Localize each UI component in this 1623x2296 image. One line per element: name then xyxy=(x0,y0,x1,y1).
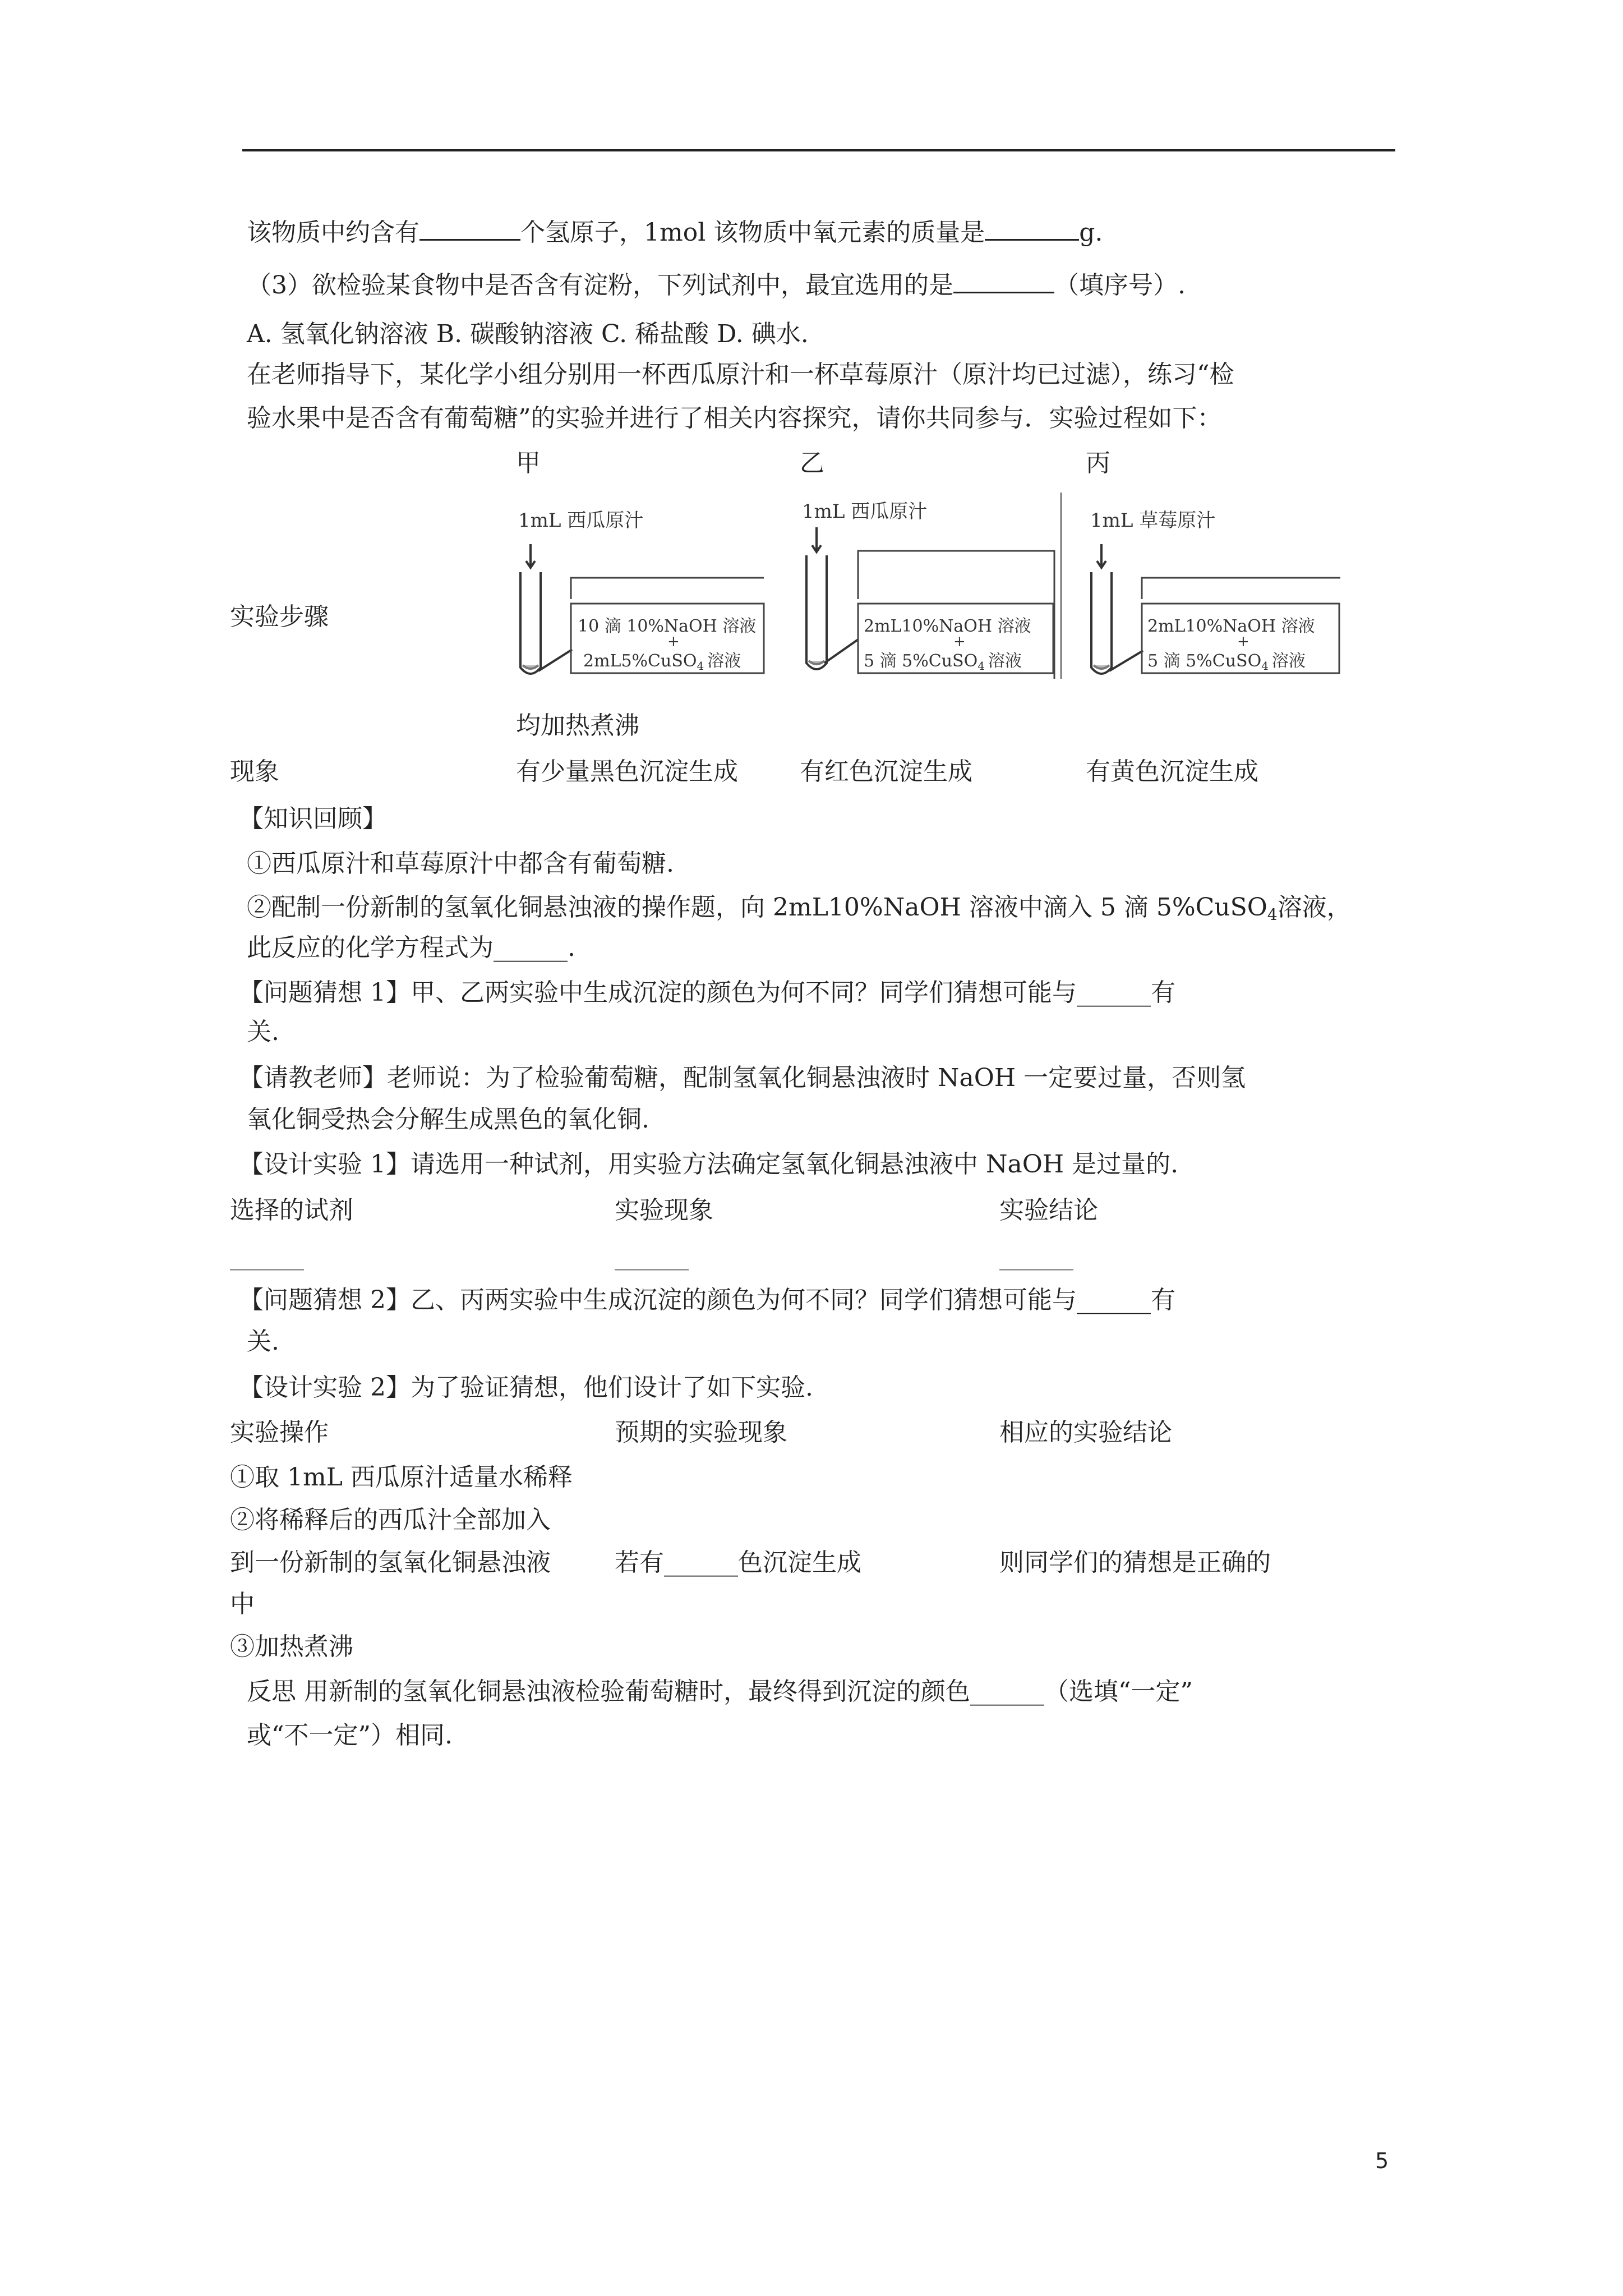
page-number: 5 xyxy=(1375,2148,1389,2173)
design1-blank-reagent[interactable]: ______ xyxy=(230,1242,304,1271)
design2-line1: 【设计实验 2】为了验证猜想，他们设计了如下实验. xyxy=(239,1373,813,1402)
header-rule xyxy=(242,149,1395,151)
l2-part-a: （3）欲检验某食物中是否含有淀粉，下列试剂中，最宜选用的是 xyxy=(247,271,953,300)
reagent-yi-line3: 5 滴 5%CuSO$_4$ 溶液 xyxy=(864,651,1022,673)
review-title: 【知识回顾】 xyxy=(239,804,387,833)
guess1-line1: 【问题猜想 1】甲、乙两实验中生成沉淀的颜色为何不同？同学们猜想可能与______有 xyxy=(239,978,1175,1007)
guess2-line1: 【问题猜想 2】乙、丙两实验中生成沉淀的颜色为何不同？同学们猜想可能与______有 xyxy=(239,1286,1175,1314)
tube-jia xyxy=(520,544,572,674)
tube-label-jia: 1mL 西瓜原汁 xyxy=(518,509,644,532)
intro-line-1: 在老师指导下，某化学小组分别用一杯西瓜原汁和一杯草莓原汁（原汁均已过滤），练习“检 xyxy=(247,360,1234,389)
review-p1: ①西瓜原汁和草莓原汁中都含有葡萄糖. xyxy=(247,849,674,878)
col-jia: 甲 xyxy=(516,449,541,477)
guess2-line2: 关. xyxy=(247,1327,279,1356)
reagent-bing-plus: + xyxy=(1237,633,1249,650)
heat-note: 均加热煮沸 xyxy=(516,711,639,740)
l1-part-b: 个氢原子，1mol 该物质中氧元素的质量是 xyxy=(520,218,985,247)
blank-oxygen-mass[interactable] xyxy=(985,213,1079,241)
reflect-line2: 或“不一定”）相同. xyxy=(247,1721,453,1750)
design2-op3: 到一份新制的氢氧化铜悬浊液 xyxy=(230,1548,551,1577)
design2-op1: ①取 1mL 西瓜原汁适量水稀释 xyxy=(230,1463,573,1492)
reagent-jia-line1: 10 滴 10%NaOH 溶液 xyxy=(578,616,757,636)
text-line-2 xyxy=(247,266,1186,302)
col-yi: 乙 xyxy=(800,449,824,477)
design1-line1: 【设计实验 1】请选用一种试剂，用实验方法确定氢氧化铜悬浊液中 NaOH 是过量的. xyxy=(239,1150,1179,1179)
reagent-bing-line3: 5 滴 5%CuSO$_4$ 溶液 xyxy=(1147,651,1306,673)
tube-label-bing: 1mL 草莓原汁 xyxy=(1090,509,1216,532)
tube-label-yi: 1mL 西瓜原汁 xyxy=(802,500,928,523)
intro-line-2: 验水果中是否含有葡萄糖”的实验并进行了相关内容探究，请你共同参与．实验过程如下： xyxy=(247,404,1222,432)
design1-header-conclusion: 实验结论 xyxy=(999,1196,1098,1225)
phenomenon-jia: 有少量黑色沉淀生成 xyxy=(516,757,738,786)
review-p2-b: 溶液， xyxy=(1277,893,1352,922)
text-line-1 xyxy=(247,213,1103,250)
review-p2-sub: 4 xyxy=(1267,905,1278,924)
l2-part-b: （填序号）. xyxy=(1054,271,1186,300)
design2-op4: 中 xyxy=(230,1590,255,1618)
review-p2-a: ②配制一份新制的氢氧化铜悬浊液的操作题，向 2mL10%NaOH 溶液中滴入 5 滴 5%CuSO xyxy=(247,893,1267,922)
blank-starch-reagent[interactable] xyxy=(953,266,1054,293)
design2-header-expected: 预期的实验现象 xyxy=(615,1418,787,1447)
options-line: A. 氢氧化钠溶液 B. 碳酸钠溶液 C. 稀盐酸 D. 碘水. xyxy=(247,320,809,348)
phenomenon-yi: 有红色沉淀生成 xyxy=(800,757,972,786)
reagent-yi-line1: 2mL10%NaOH 溶液 xyxy=(864,616,1031,636)
review-p3: 此反应的化学方程式为______. xyxy=(247,933,575,962)
guess1-line2: 关. xyxy=(247,1018,279,1046)
teacher-line2: 氧化铜受热会分解生成黑色的氧化铜. xyxy=(247,1105,649,1134)
phenomenon-label: 现象 xyxy=(230,757,279,786)
col-bing: 丙 xyxy=(1086,449,1110,477)
design2-op5: ③加热煮沸 xyxy=(230,1632,353,1661)
reagent-jia-plus: + xyxy=(667,633,680,650)
teacher-line1: 【请教老师】老师说：为了检验葡萄糖，配制氢氧化铜悬浊液时 NaOH 一定要过量，否则氢 xyxy=(239,1064,1246,1092)
reagent-yi-plus: + xyxy=(953,633,966,650)
review-p2 xyxy=(247,891,1352,932)
design1-header-phenomenon: 实验现象 xyxy=(615,1196,713,1225)
design2-op2: ②将稀释后的西瓜汁全部加入 xyxy=(230,1506,551,1534)
design2-conclusion: 则同学们的猜想是正确的 xyxy=(999,1548,1271,1577)
tube-yi xyxy=(806,527,858,669)
blank-hydrogen-atoms[interactable] xyxy=(419,213,520,241)
reagent-bing-line1: 2mL10%NaOH 溶液 xyxy=(1147,616,1315,636)
design1-blank-conclusion[interactable]: ______ xyxy=(999,1242,1073,1271)
phenomenon-bing: 有黄色沉淀生成 xyxy=(1086,757,1258,786)
reagent-jia-line3: 2mL5%CuSO$_4$ 溶液 xyxy=(583,651,741,673)
l1-part-a: 该物质中约含有 xyxy=(247,218,419,247)
tube-bing xyxy=(1091,544,1143,674)
design2-expected: 若有______色沉淀生成 xyxy=(615,1548,861,1577)
design2-header-operation: 实验操作 xyxy=(230,1418,329,1447)
design2-header-conclusion: 相应的实验结论 xyxy=(999,1418,1172,1447)
reflect-line1: 反思 用新制的氢氧化铜悬浊液检验葡萄糖时，最终得到沉淀的颜色______（选填“一定” xyxy=(247,1677,1193,1706)
steps-label: 实验步骤 xyxy=(230,602,329,631)
l1-part-c: g. xyxy=(1079,218,1103,247)
design1-blank-phenomenon[interactable]: ______ xyxy=(615,1242,689,1271)
design1-header-reagent: 选择的试剂 xyxy=(230,1196,353,1225)
